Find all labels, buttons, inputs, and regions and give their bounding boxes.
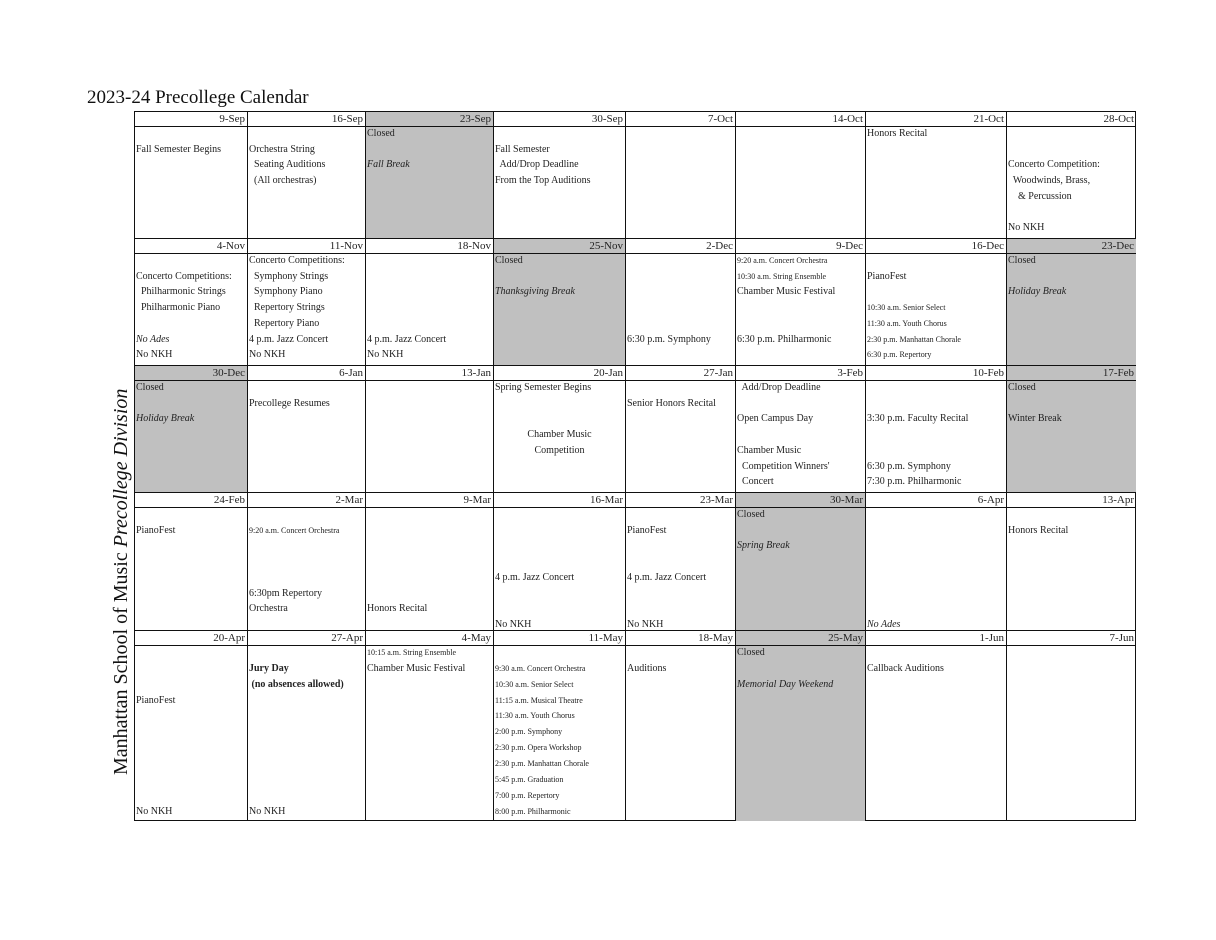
week-date-header: 6-Jan [248, 366, 366, 381]
week-cell [736, 127, 866, 239]
closed-week-cell [366, 127, 494, 239]
event-text: 4 p.m. Jazz Concert [495, 571, 575, 583]
event-text: Closed [495, 255, 523, 266]
week-cell [626, 508, 736, 631]
event-text: Senior Honors Recital [627, 397, 716, 409]
event-text: PianoFest [867, 270, 907, 282]
week-date-header: 23-Mar [626, 493, 736, 508]
week-date-header: 30-Sep [494, 112, 626, 127]
week-cell [866, 508, 1007, 631]
event-text: 7:30 p.m. Philharmonic [867, 476, 962, 488]
event-text: No NKH [367, 349, 404, 361]
week-cell [626, 127, 736, 239]
event-text: Open Campus Day [737, 413, 814, 425]
event-text: Repertory Piano [249, 317, 320, 329]
event-text: Concerto Competitions: [249, 255, 345, 266]
week-cell [494, 508, 626, 631]
event-text: Honors Recital [867, 128, 928, 139]
event-text: 10:30 a.m. Senior Select [495, 679, 574, 689]
week-cell [866, 646, 1007, 821]
event-text: Symphony Piano [249, 286, 323, 298]
event-text: Repertory Strings [249, 302, 325, 314]
week-date-header: 9-Mar [366, 493, 494, 508]
event-text: Concerto Competitions: [136, 270, 232, 282]
event-text: 4 p.m. Jazz Concert [367, 333, 447, 345]
week-cell [248, 508, 366, 631]
week-date-header: 17-Feb [1007, 366, 1136, 381]
week-cell [135, 646, 248, 821]
event-text: No NKH [249, 805, 286, 817]
week-date-header: 18-May [626, 631, 736, 646]
week-date-header: 4-May [366, 631, 494, 646]
event-text: Honors Recital [367, 603, 428, 615]
week-date-header: 13-Jan [366, 366, 494, 381]
event-text: Spring Semester Begins [495, 382, 592, 393]
event-text: No NKH [495, 618, 532, 630]
week-date-header: 23-Sep [366, 112, 494, 127]
event-text: Holiday Break [1008, 286, 1067, 298]
closed-week-cell [135, 381, 248, 493]
event-text: 6:30pm Repertory [249, 587, 323, 599]
week-date-header: 1-Jun [866, 631, 1007, 646]
week-date-header: 11-May [494, 631, 626, 646]
week-cell [866, 254, 1007, 366]
week-cell [866, 381, 1007, 493]
week-date-header: 16-Dec [866, 239, 1007, 254]
event-text: 9:20 a.m. Concert Orchestra [249, 525, 340, 535]
event-text: Philharmonic Strings [136, 286, 226, 298]
event-text: Woodwinds, Brass, [1008, 175, 1091, 187]
event-text: From the Top Auditions [495, 175, 591, 187]
event-text: No NKH [1008, 222, 1045, 234]
week-cell [248, 127, 366, 239]
school-name: Manhattan School of Music [110, 552, 132, 775]
event-text: Chamber Music Festival [737, 286, 836, 298]
event-text: & Percussion [1008, 190, 1072, 202]
event-text: Thanksgiving Break [495, 286, 575, 298]
event-text: Concert [737, 476, 774, 488]
event-text: Add/Drop Deadline [737, 382, 821, 393]
event-text: (no absences allowed) [249, 678, 344, 690]
event-text: Add/Drop Deadline [495, 159, 579, 171]
event-text: PianoFest [136, 524, 176, 536]
event-text: 8:00 p.m. Philharmonic [495, 806, 571, 816]
event-text: 11:30 a.m. Youth Chorus [867, 318, 947, 328]
event-text: Competition Winners' [737, 460, 830, 472]
closed-week-cell [1007, 381, 1136, 493]
week-date-header: 11-Nov [248, 239, 366, 254]
event-text: 6:30 p.m. Symphony [867, 460, 951, 472]
event-text: Callback Auditions [867, 662, 944, 674]
week-cell [494, 127, 626, 239]
week-date-header: 9-Sep [135, 112, 248, 127]
event-text: 11:15 a.m. Musical Theatre [495, 695, 583, 705]
event-text: Precollege Resumes [249, 397, 330, 409]
week-date-header: 7-Oct [626, 112, 736, 127]
event-text: 5:45 p.m. Graduation [495, 774, 564, 784]
week-date-header: 27-Apr [248, 631, 366, 646]
event-text: Closed [367, 128, 395, 139]
week-cell [248, 646, 366, 821]
closed-week-cell [736, 508, 866, 631]
week-date-header: 20-Apr [135, 631, 248, 646]
week-date-header: 10-Feb [866, 366, 1007, 381]
page-title: 2023-24 Precollege Calendar [87, 87, 309, 108]
week-date-header: 3-Feb [736, 366, 866, 381]
event-text: 4 p.m. Jazz Concert [249, 333, 329, 345]
event-text: Seating Auditions [249, 159, 326, 171]
event-text: PianoFest [136, 694, 176, 706]
event-text: Holiday Break [136, 413, 195, 425]
week-cell [626, 381, 736, 493]
week-date-header: 2-Dec [626, 239, 736, 254]
week-cell [135, 254, 248, 366]
event-text: Chamber Music [527, 429, 592, 441]
closed-week-cell [494, 254, 626, 366]
week-cell [626, 254, 736, 366]
event-text: No NKH [136, 805, 173, 817]
event-text: No NKH [249, 349, 286, 361]
week-cell [1007, 646, 1136, 821]
event-text: Auditions [627, 662, 667, 674]
event-text: Concerto Competition: [1008, 159, 1100, 171]
event-text: Chamber Music [737, 444, 802, 456]
week-date-header: 20-Jan [494, 366, 626, 381]
week-cell [866, 127, 1007, 239]
week-date-header: 13-Apr [1007, 493, 1136, 508]
event-text: 10:30 a.m. String Ensemble [737, 271, 827, 281]
week-cell [248, 381, 366, 493]
week-date-header: 7-Jun [1007, 631, 1136, 646]
week-cell [1007, 127, 1136, 239]
week-date-header: 18-Nov [366, 239, 494, 254]
week-cell [248, 254, 366, 366]
event-text: Jury Day [249, 662, 289, 674]
event-text: PianoFest [627, 524, 667, 536]
event-text: 9:30 a.m. Concert Orchestra [495, 663, 586, 673]
event-text: Symphony Strings [249, 270, 329, 282]
week-date-header: 21-Oct [866, 112, 1007, 127]
week-cell [494, 381, 626, 493]
event-text: 7:00 p.m. Repertory [495, 790, 560, 800]
week-date-header: 9-Dec [736, 239, 866, 254]
event-text: Competition [534, 444, 585, 456]
event-text: Closed [737, 509, 765, 520]
event-text: Closed [136, 382, 164, 393]
week-cell [736, 381, 866, 493]
event-text: Closed [1008, 382, 1036, 393]
event-text: (All orchestras) [249, 175, 317, 187]
week-date-header: 30-Dec [135, 366, 248, 381]
event-text: Memorial Day Weekend [737, 678, 834, 690]
event-text: 4 p.m. Jazz Concert [627, 571, 707, 583]
closed-week-cell [736, 646, 866, 821]
event-text: 2:00 p.m. Symphony [495, 727, 563, 737]
event-text: 9:20 a.m. Concert Orchestra [737, 256, 828, 265]
event-text: Fall Semester [495, 143, 550, 155]
event-text: 6:30 p.m. Symphony [627, 333, 711, 345]
week-cell [494, 646, 626, 821]
week-date-header: 28-Oct [1007, 112, 1136, 127]
event-text: 2:30 p.m. Opera Workshop [495, 743, 582, 753]
event-text: 6:30 p.m. Philharmonic [737, 333, 832, 345]
week-cell [366, 381, 494, 493]
week-cell [366, 646, 494, 821]
event-text: Winter Break [1008, 413, 1062, 425]
week-date-header: 6-Apr [866, 493, 1007, 508]
week-cell [626, 646, 736, 821]
week-date-header: 24-Feb [135, 493, 248, 508]
week-cell [135, 127, 248, 239]
event-text: Orchestra [249, 603, 288, 615]
event-text: 2:30 p.m. Manhattan Chorale [867, 334, 961, 344]
event-text: Orchestra String [249, 143, 315, 155]
event-text: Closed [1008, 255, 1036, 266]
calendar-grid [134, 111, 1136, 821]
week-cell [366, 254, 494, 366]
event-text: Philharmonic Piano [136, 302, 221, 314]
event-text: 11:30 a.m. Youth Chorus [495, 711, 575, 721]
week-date-header: 25-Nov [494, 239, 626, 254]
division-name: Precollege Division [110, 388, 132, 548]
event-text: Spring Break [737, 540, 790, 552]
week-date-header: 23-Dec [1007, 239, 1136, 254]
week-cell [1007, 508, 1136, 631]
event-text: 2:30 p.m. Manhattan Chorale [495, 758, 589, 768]
week-date-header: 30-Mar [736, 493, 866, 508]
week-date-header: 14-Oct [736, 112, 866, 127]
event-text: No Ades [136, 333, 170, 345]
week-date-header: 25-May [736, 631, 866, 646]
event-text: No Ades [867, 618, 901, 630]
week-date-header: 27-Jan [626, 366, 736, 381]
event-text: No NKH [136, 349, 173, 361]
event-text: 6:30 p.m. Repertory [867, 350, 932, 360]
event-text: Fall Break [367, 159, 410, 171]
week-date-header: 16-Sep [248, 112, 366, 127]
event-text: 3:30 p.m. Faculty Recital [867, 413, 969, 425]
side-label [108, 375, 134, 775]
week-date-header: 2-Mar [248, 493, 366, 508]
event-text: 10:30 a.m. Senior Select [867, 303, 946, 313]
week-date-header: 4-Nov [135, 239, 248, 254]
week-date-header: 16-Mar [494, 493, 626, 508]
week-cell [135, 508, 248, 631]
event-text: Honors Recital [1008, 524, 1069, 536]
event-text: Fall Semester Begins [136, 143, 221, 155]
closed-week-cell [1007, 254, 1136, 366]
event-text: 10:15 a.m. String Ensemble [367, 648, 457, 657]
week-cell [366, 508, 494, 631]
week-cell [736, 254, 866, 366]
event-text: No NKH [627, 618, 664, 630]
event-text: Chamber Music Festival [367, 662, 466, 674]
event-text: Closed [737, 647, 765, 658]
